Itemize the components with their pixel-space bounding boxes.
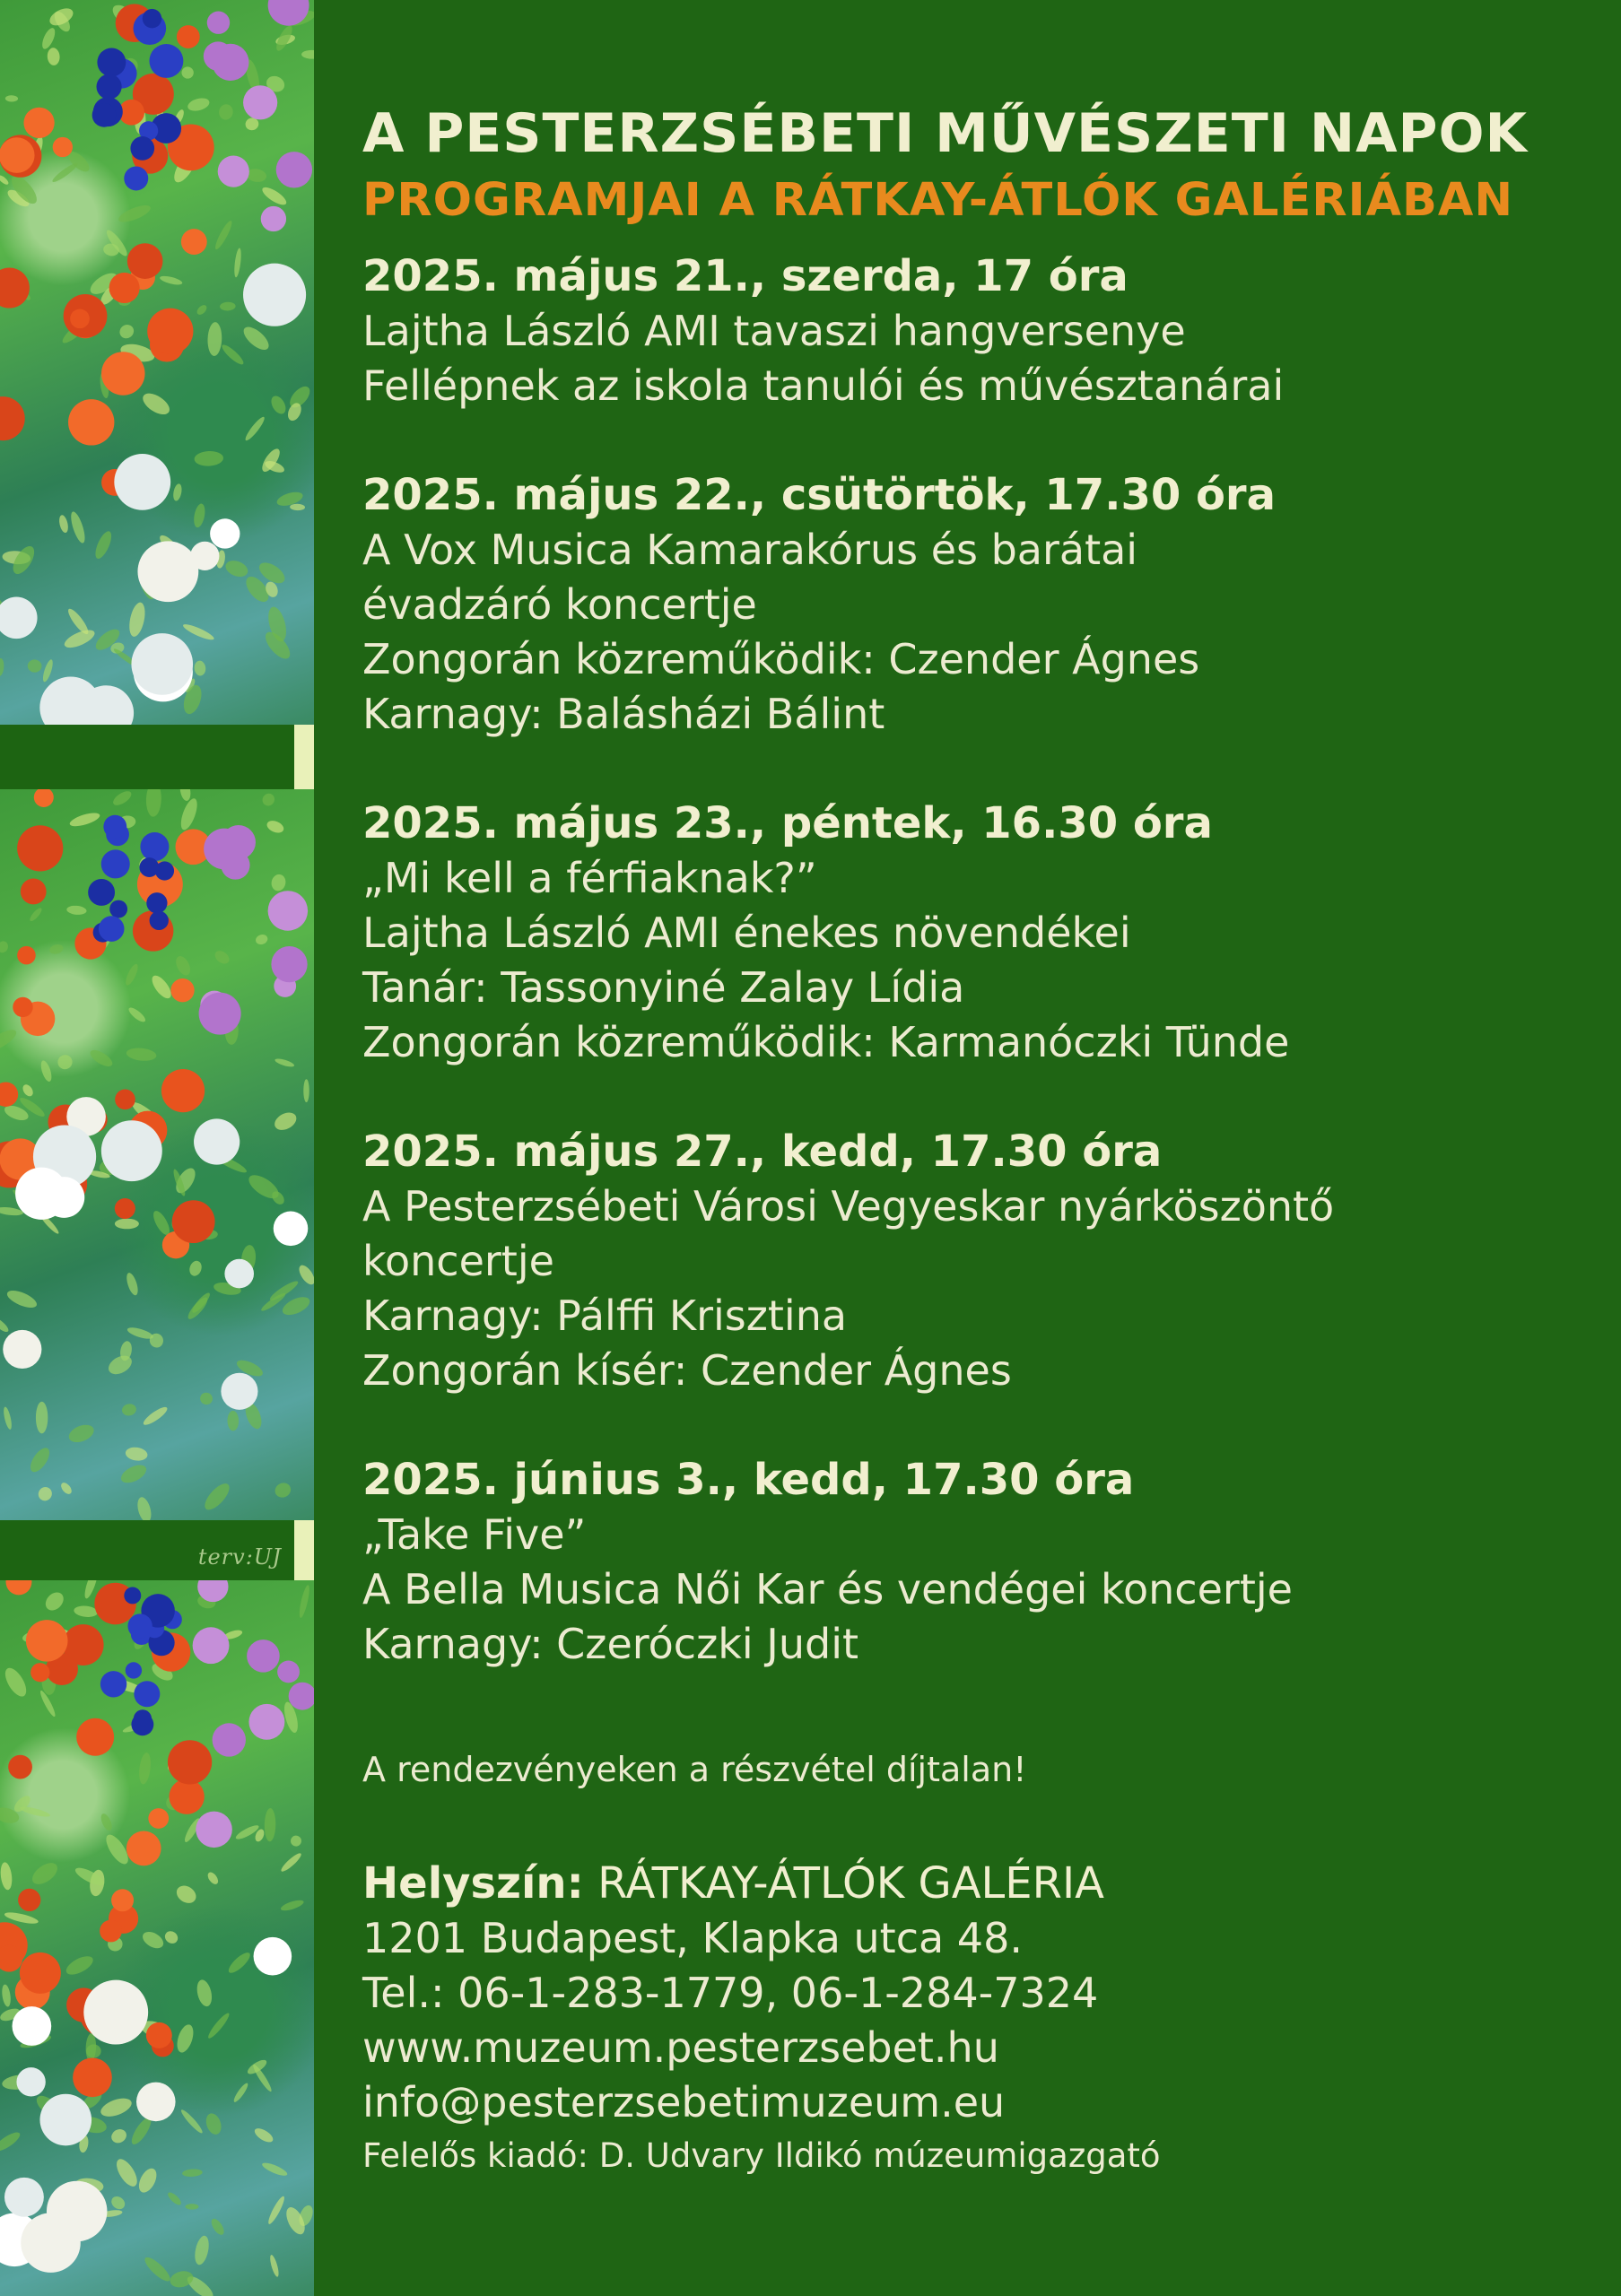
venue-heading (362, 1857, 1591, 1911)
leaf-shape (279, 1851, 303, 1874)
leaf-shape (109, 2194, 127, 2212)
leaf-shape (268, 2254, 280, 2277)
blossom-shape (127, 243, 163, 279)
program-content (362, 97, 1591, 2182)
event-item (362, 1125, 1591, 1398)
leaf-shape (68, 810, 101, 829)
blossom-shape (0, 597, 38, 639)
leaf-shape (252, 2126, 275, 2144)
leaf-shape (140, 1928, 166, 1952)
blossom-shape (101, 849, 130, 878)
leaf-shape (240, 323, 272, 354)
flower-painting-panel (0, 1580, 314, 2296)
event-detail: Karnagy: Pálffi Krisztina (362, 1292, 848, 1340)
leaf-shape (272, 1109, 300, 1134)
blossom-shape (39, 676, 101, 725)
blossom-shape (243, 85, 277, 119)
blossom-shape (26, 1620, 68, 1662)
leaf-shape (173, 953, 193, 978)
leaf-shape (149, 972, 175, 1001)
blossom-shape (196, 1812, 232, 1848)
event-detail: koncertje (362, 1237, 554, 1285)
flower-pattern (0, 789, 314, 1520)
blossom-shape (0, 396, 25, 440)
leaf-shape (226, 1950, 253, 1976)
leaf-shape (290, 503, 305, 510)
blossom-shape (39, 2094, 92, 2146)
leaf-shape (232, 2082, 250, 2104)
blossom-shape (150, 911, 169, 930)
leaf-shape (88, 1047, 115, 1069)
leaf-shape (0, 940, 10, 954)
leaf-shape (201, 1480, 233, 1514)
leaf-shape (126, 601, 147, 638)
blossom-shape (243, 264, 306, 326)
leaf-shape (0, 658, 4, 677)
leaf-shape (207, 322, 222, 356)
blossom-shape (53, 137, 73, 157)
flower-pattern (0, 0, 314, 725)
flower-artwork-strip (0, 0, 314, 2296)
blossom-shape (73, 2058, 112, 2098)
blossom-shape (181, 229, 207, 255)
leaf-shape (64, 1952, 96, 1979)
blossom-shape (139, 857, 159, 877)
blossom-shape (146, 2022, 172, 2048)
leaf-shape (260, 184, 289, 207)
leaf-shape (213, 948, 231, 966)
blossom-shape (70, 309, 90, 328)
leaf-shape (4, 1287, 39, 1311)
blossom-shape (134, 1681, 160, 1707)
blossom-shape (76, 1718, 114, 1756)
leaf-shape (266, 819, 286, 835)
blossom-shape (114, 454, 170, 510)
leaf-shape (0, 1315, 11, 1334)
blossom-shape (83, 1980, 148, 2045)
flower-painting-panel (0, 0, 314, 725)
blossom-shape (194, 1118, 240, 1164)
blossom-shape (148, 1808, 169, 1829)
blossom-shape (247, 1639, 280, 1673)
event-item (362, 796, 1591, 1070)
blossom-shape (4, 2178, 44, 2217)
blossom-shape (274, 1212, 309, 1247)
leaf-shape (162, 1928, 180, 1945)
blossom-shape (276, 152, 312, 187)
blossom-shape (177, 25, 200, 48)
leaf-shape (280, 1898, 305, 1912)
leaf-shape (113, 2156, 142, 2190)
blossom-shape (221, 1373, 257, 1410)
blossom-shape (271, 946, 307, 982)
blossom-shape (218, 156, 249, 187)
blossom-shape (21, 2213, 80, 2272)
blossom-shape (103, 815, 126, 839)
leaf-shape (273, 1481, 293, 1500)
blossom-shape (109, 273, 140, 303)
leaf-shape (166, 2190, 183, 2206)
leaf-shape (41, 658, 55, 683)
blossom-shape (143, 9, 161, 28)
blossom-shape (124, 1587, 141, 1604)
leaf-shape (68, 510, 88, 544)
blossom-shape (6, 1580, 32, 1595)
leaf-shape (205, 2011, 231, 2040)
leaf-shape (150, 1208, 172, 1237)
strip-divider (0, 725, 314, 789)
leaf-shape (194, 450, 223, 466)
leaf-shape (265, 1808, 276, 1841)
blossom-shape (34, 789, 54, 807)
leaf-shape (218, 103, 234, 121)
blossom-shape (0, 1082, 18, 1106)
event-detail: A Vox Musica Kamarakórus és barátai (362, 526, 1138, 574)
leaf-shape (2, 1406, 13, 1431)
blossom-shape (147, 309, 193, 354)
blossom-shape (115, 1090, 135, 1110)
leaf-shape (205, 1870, 220, 1885)
blossom-shape (12, 2006, 51, 2046)
blossom-shape (43, 1177, 84, 1218)
blossom-shape (289, 1683, 314, 1710)
blossom-shape (23, 108, 54, 138)
blossom-shape (20, 1952, 61, 1994)
leaf-shape (74, 1605, 99, 1618)
blossom-shape (210, 518, 240, 548)
blossom-shape (68, 399, 114, 445)
leaf-shape (192, 503, 206, 529)
leaf-shape (0, 174, 10, 187)
leaf-shape (125, 1272, 140, 1297)
leaf-shape (227, 1411, 239, 1431)
free-admission-note: A rendezvényeken a részvétel díjtalan! (362, 1750, 1027, 1789)
blossom-shape (170, 978, 194, 1002)
leaf-shape (124, 962, 141, 987)
leaf-shape (117, 322, 136, 341)
event-detail: Zongorán közreműködik: Czender Ágnes (362, 635, 1200, 683)
leaf-shape (196, 303, 209, 317)
leaf-shape (198, 1391, 214, 1407)
leaf-shape (1, 1665, 31, 1700)
event-date: 2025. május 22., csütörtök, 17.30 óra (362, 470, 1276, 520)
blossom-shape (221, 850, 249, 879)
leaf-shape (92, 529, 115, 561)
blossom-shape (224, 1259, 254, 1289)
event-detail: évadzáró koncertje (362, 580, 757, 629)
blossom-shape (16, 2067, 45, 2096)
leaf-shape (39, 26, 57, 50)
event-item (362, 1453, 1591, 1672)
blossom-shape (3, 1330, 41, 1369)
venue-name: RÁTKAY-ÁTLÓK GALÉRIA (597, 1858, 1104, 1909)
leaf-shape (19, 1805, 51, 1818)
leaf-shape (27, 1445, 53, 1475)
leaf-shape (220, 343, 246, 367)
blossom-shape (172, 1200, 215, 1243)
leaf-shape (187, 1259, 204, 1278)
blossom-shape (0, 137, 35, 173)
leaf-shape (275, 1057, 295, 1069)
leaf-shape (118, 1461, 149, 1486)
event-date: 2025. május 27., kedd, 17.30 óra (362, 1126, 1163, 1177)
event-detail: „Take Five” (362, 1510, 587, 1559)
leaf-shape (36, 1402, 48, 1434)
event-item (362, 468, 1591, 742)
leaf-shape (126, 1005, 147, 1024)
venue-label: Helyszín: (362, 1858, 584, 1909)
leaf-shape (179, 789, 192, 802)
leaf-shape (261, 2161, 289, 2179)
design-credit: terv:UJ (197, 1544, 282, 1570)
blossom-shape (277, 1661, 300, 1683)
leaf-shape (111, 789, 134, 808)
blossom-shape (115, 1198, 135, 1219)
venue-phone: Tel.: 06-1-283-1779, 06-1-284-7324 (362, 1969, 1099, 2017)
blossom-shape (21, 879, 47, 905)
leaf-shape (266, 2195, 287, 2225)
leaf-shape (137, 1752, 152, 1785)
blossom-shape (109, 900, 127, 918)
blossom-shape (131, 1713, 153, 1735)
leaf-shape (180, 65, 195, 80)
leaf-shape (270, 873, 288, 892)
leaf-shape (303, 1079, 309, 1102)
event-date: 2025. május 23., péntek, 16.30 óra (362, 798, 1213, 848)
leaf-shape (115, 1219, 139, 1230)
venue-email: info@pesterzsebetimuzeum.eu (362, 2078, 1006, 2126)
event-detail: Lajtha László AMI énekes növendékei (362, 909, 1131, 957)
blossom-shape (100, 1920, 122, 1943)
leaf-shape (57, 514, 69, 534)
blossom-shape (169, 1779, 204, 1814)
blossom-shape (193, 1627, 230, 1664)
event-detail: Karnagy: Balásházi Bálint (362, 690, 885, 738)
venue-block (362, 1857, 1591, 2182)
leaf-shape (1, 1984, 12, 2007)
leaf-shape (142, 2254, 173, 2284)
blossom-shape (13, 997, 32, 1017)
event-detail: Zongorán kísér: Czender Ágnes (362, 1346, 1012, 1395)
blossom-shape (17, 946, 36, 965)
event-date: 2025. május 21., szerda, 17 óra (362, 251, 1129, 301)
blossom-shape (168, 1740, 212, 1784)
venue-website: www.muzeum.pesterzsebet.hu (362, 2023, 999, 2072)
event-item (362, 249, 1591, 413)
strip-divider (0, 1520, 314, 1580)
leaf-shape (280, 1293, 312, 1318)
blossom-shape (126, 1831, 161, 1866)
leaf-shape (178, 796, 200, 831)
leaf-shape (233, 248, 242, 278)
blossom-shape (212, 44, 248, 81)
leaf-shape (185, 2204, 198, 2209)
leaf-shape (193, 2234, 212, 2266)
leaf-shape (195, 1979, 214, 2008)
leaf-shape (125, 1446, 148, 1462)
leaf-shape (56, 1053, 74, 1072)
leaf-shape (99, 1812, 114, 1831)
event-detail: Fellépnek az iskola tanulói és művésztanárai (362, 361, 1285, 410)
leaf-shape (182, 2169, 203, 2178)
leaf-shape (145, 789, 161, 817)
blossom-shape (254, 1937, 292, 1976)
event-detail: Tanár: Tassonyiné Zalay Lídia (362, 963, 965, 1012)
blossom-shape (268, 891, 308, 930)
leaf-shape (135, 2166, 161, 2196)
leaf-shape (194, 660, 206, 676)
publisher-line: Felelős kiadó: D. Udvary Ildikó múzeumigazgató (362, 2136, 1161, 2175)
blossom-shape (92, 103, 117, 127)
blossom-shape (97, 74, 122, 100)
leaf-shape (36, 1484, 55, 1503)
leaf-shape (141, 1405, 169, 1428)
event-detail: Karnagy: Czeróczki Judit (362, 1620, 859, 1668)
blossom-shape (130, 136, 154, 161)
blossom-shape (99, 916, 125, 942)
flower-pattern (0, 1580, 314, 2296)
blossom-shape (100, 1671, 126, 1697)
blossom-shape (88, 879, 115, 906)
leaf-shape (186, 1295, 211, 1322)
blossom-shape (131, 633, 193, 695)
leaf-shape (47, 48, 60, 66)
blossom-shape (126, 1662, 142, 1678)
leaf-shape (99, 2095, 135, 2120)
leaf-shape (174, 2022, 196, 2055)
leaf-shape (243, 415, 266, 443)
blossom-shape (199, 993, 241, 1035)
leaf-shape (0, 1026, 19, 1055)
leaf-shape (139, 389, 173, 419)
blossom-shape (149, 44, 183, 78)
leaf-shape (301, 50, 314, 59)
leaf-shape (298, 1584, 311, 1618)
blossom-shape (17, 825, 63, 871)
leaf-shape (135, 1496, 154, 1520)
event-detail: A Pesterzsébeti Városi Vegyeskar nyárköszöntő (362, 1182, 1335, 1231)
leaf-shape (255, 933, 269, 946)
leaf-shape (29, 1858, 61, 1888)
blossom-shape (248, 1704, 284, 1740)
leaf-shape (181, 622, 215, 642)
leaf-shape (159, 274, 183, 286)
leaf-shape (105, 1352, 135, 1378)
leaf-shape (220, 301, 236, 310)
venue-address: 1201 Budapest, Klapka utca 48. (362, 1914, 1023, 1962)
leaf-shape (62, 626, 97, 651)
event-detail: A Bella Musica Női Kar és vendégei koncertje (362, 1565, 1293, 1613)
leaf-shape (126, 1047, 157, 1062)
leaf-shape (28, 907, 43, 923)
leaf-shape (121, 1403, 137, 1417)
leaf-shape (209, 2217, 226, 2238)
leaf-shape (66, 905, 87, 916)
leaf-shape (204, 2111, 224, 2136)
leaf-shape (5, 95, 18, 102)
blossom-shape (136, 2083, 176, 2122)
blossom-shape (124, 166, 148, 190)
leaf-shape (289, 1833, 304, 1848)
leaf-shape (21, 1083, 35, 1098)
leaf-shape (39, 1059, 53, 1083)
blossom-shape (213, 1723, 246, 1756)
leaf-shape (260, 791, 277, 808)
blossom-shape (161, 1069, 205, 1112)
blossom-shape (101, 1120, 162, 1181)
leaf-shape (187, 96, 211, 113)
leaf-shape (59, 1481, 74, 1496)
blossom-shape (140, 832, 169, 861)
leaf-shape (109, 2126, 128, 2145)
leaf-shape (0, 2129, 22, 2154)
leaf-shape (172, 483, 183, 502)
event-detail: Lajtha László AMI tavaszi hangversenye (362, 307, 1186, 355)
leaf-shape (42, 1588, 67, 1613)
blossom-shape (111, 1889, 134, 1911)
leaf-shape (27, 659, 42, 674)
blossom-shape (207, 12, 230, 34)
leaf-shape (213, 219, 234, 251)
leaf-shape (223, 558, 250, 580)
leaf-shape (268, 394, 289, 417)
event-date: 2025. június 3., kedd, 17.30 óra (362, 1455, 1135, 1505)
blossom-shape (137, 541, 198, 602)
leaf-shape (173, 1883, 199, 1907)
event-detail: Zongorán közreműködik: Karmanóczki Tünde (362, 1018, 1290, 1066)
blossom-shape (127, 1613, 152, 1638)
event-detail: „Mi kell a férfiaknak?” (362, 854, 817, 902)
leaf-shape (117, 202, 153, 225)
blossom-shape (8, 1755, 32, 1779)
blossom-shape (101, 352, 145, 396)
leaf-shape (66, 1422, 97, 1446)
blossom-shape (31, 1663, 49, 1682)
blossom-shape (0, 268, 30, 309)
blossom-shape (261, 206, 286, 231)
blossom-shape (97, 48, 126, 76)
leaf-shape (48, 943, 65, 955)
poster-title: A PESTERZSÉBETI MŰVÉSZETI NAPOK (362, 102, 1528, 165)
event-list (362, 249, 1591, 1672)
blossom-shape (18, 1889, 40, 1911)
blossom-shape (146, 892, 167, 913)
flower-painting-panel (0, 789, 314, 1520)
blossom-shape (190, 542, 219, 570)
leaf-shape (0, 1862, 13, 1891)
leaf-shape (179, 2108, 205, 2135)
poster-subtitle: PROGRAMJAI A RÁTKAY-ÁTLÓK GALÉRIÁBAN (362, 174, 1514, 227)
leaf-shape (296, 1263, 314, 1287)
